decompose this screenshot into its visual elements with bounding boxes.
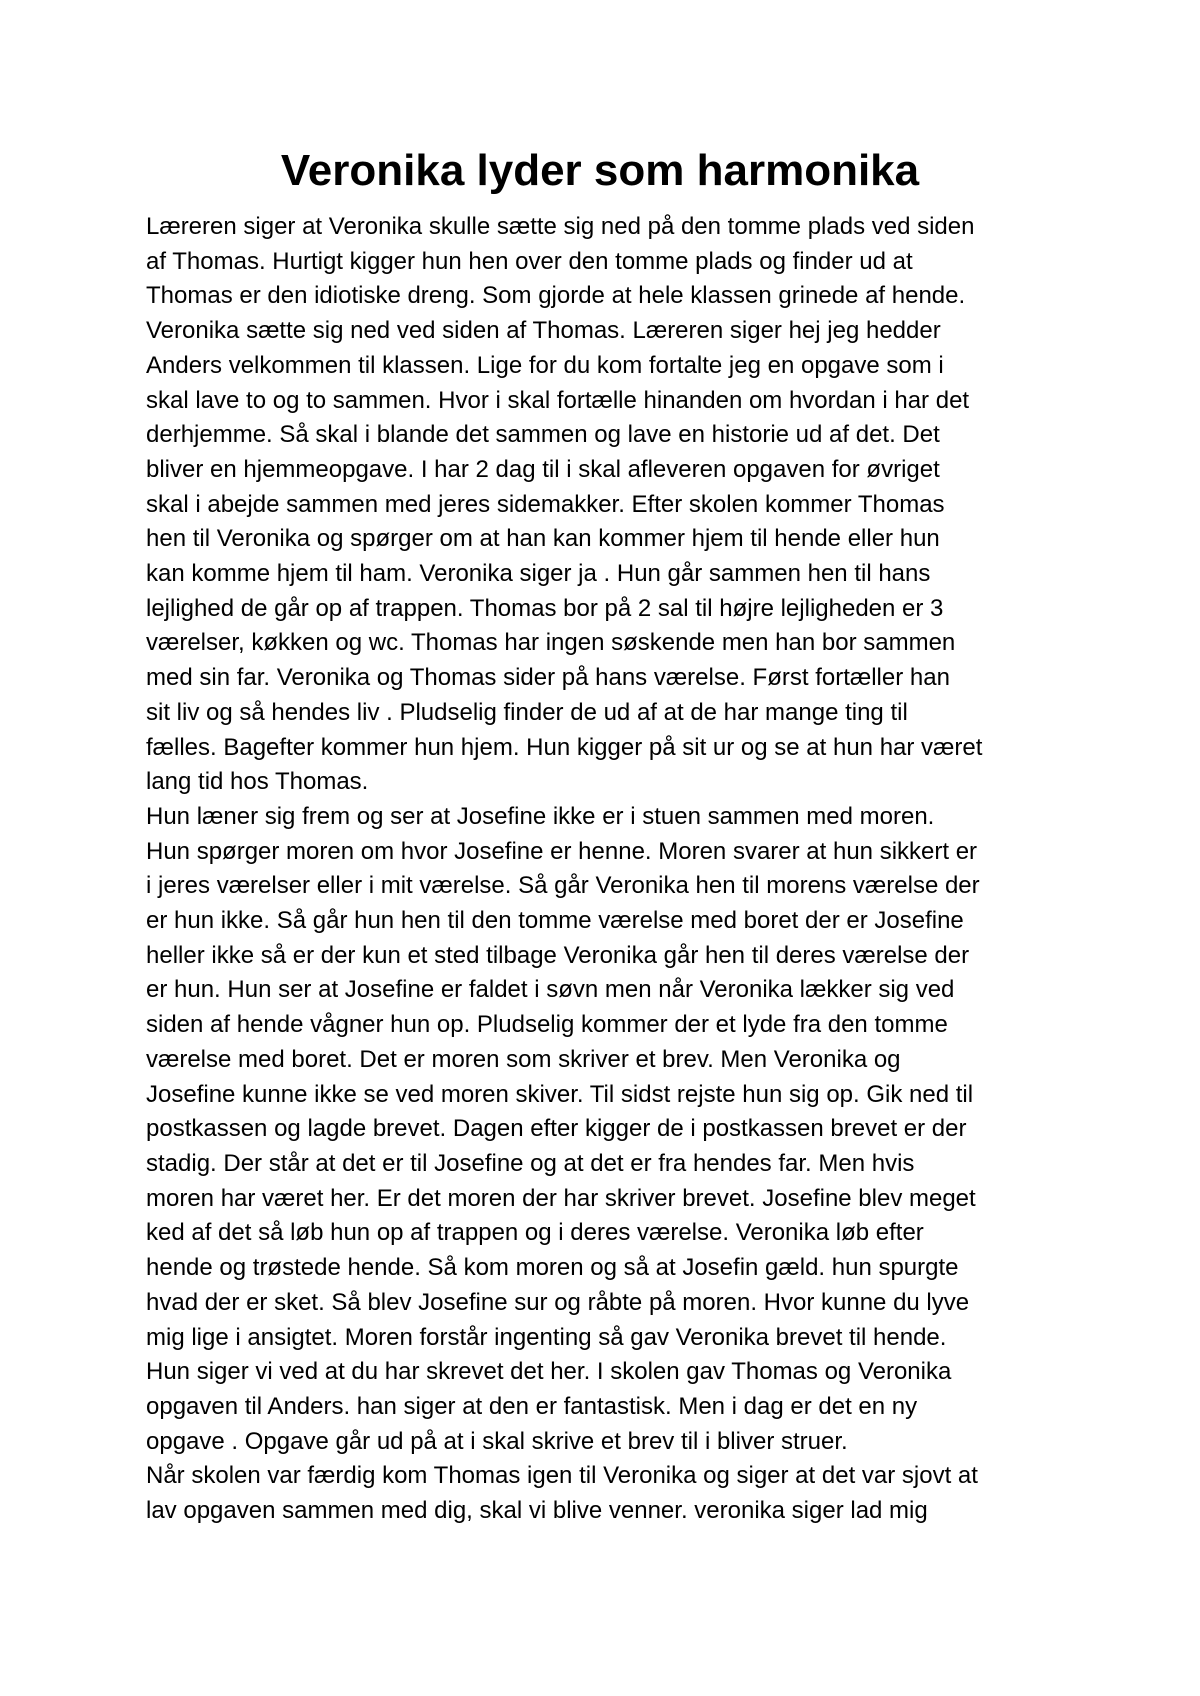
body-line: Læreren siger at Veronika skulle sætte sig ned på den tomme plads ved siden	[146, 213, 975, 240]
body-line: derhjemme. Så skal i blande det sammen og lave en historie ud af det. Det	[146, 421, 940, 449]
body-line: skal lave to og to sammen. Hvor i skal fortælle hinanden om hvordan i har det	[146, 386, 970, 414]
body-line: bliver en hjemmeopgave. I har 2 dag til i skal afleveren opgaven for øvriget	[146, 455, 940, 483]
body-line: hende og trøstede hende. Så kom moren og så at Josefin gæld. hun spurgte	[146, 1254, 959, 1282]
body-line: er hun ikke. Så går hun hen til den tomme værelse med boret der er Josefine	[146, 907, 964, 935]
body-line: mig lige i ansigtet. Moren forstår ingenting så gav Veronika brevet til hende.	[146, 1323, 947, 1351]
body-line: opgaven til Anders. han siger at den er fantastisk. Men i dag er det en ny	[146, 1392, 918, 1420]
body-line: hvad der er sket. Så blev Josefine sur og råbte på moren. Hvor kunne du lyve	[146, 1288, 970, 1316]
body-line: postkassen og lagde brevet. Dagen efter kigger de i postkassen brevet er der	[146, 1115, 967, 1143]
body-line: sit liv og så hendes liv . Pludselig finder de ud af at de har mange ting til	[146, 698, 908, 726]
body-line: skal i abejde sammen med jeres sidemakker. Efter skolen kommer Thomas	[146, 490, 945, 518]
body-line: Veronika sætte sig ned ved siden af Thomas. Læreren siger hej jeg hedder	[146, 317, 941, 345]
body-line: Hun læner sig frem og ser at Josefine ikke er i stuen sammen med moren.	[146, 802, 935, 830]
body-line: siden af hende vågner hun op. Pludselig kommer der et lyde fra den tomme	[146, 1011, 948, 1039]
body-line: lav opgaven sammen med dig, skal vi blive venner. veronika siger lad mig	[146, 1497, 928, 1525]
body-line: opgave . Opgave går ud på at i skal skrive et brev til i bliver struer.	[146, 1427, 848, 1455]
body-line: Thomas er den idiotiske dreng. Som gjorde at hele klassen grinede af hende.	[146, 282, 966, 310]
body-line: i jeres værelser eller i mit værelse. Så går Veronika hen til morens værelse der	[146, 872, 980, 900]
body-line: Josefine kunne ikke se ved moren skiver. Til sidst rejste hun sig op. Gik ned til	[146, 1080, 974, 1108]
body-line: Hun spørger moren om hvor Josefine er henne. Moren svarer at hun sikkert er	[146, 837, 978, 865]
body-line: hen til Veronika og spørger om at han kan kommer hjem til hende eller hun	[146, 525, 940, 553]
body-line: værelse med boret. Det er moren som skriver et brev. Men Veronika og	[146, 1045, 901, 1073]
body-line: kan komme hjem til ham. Veronika siger ja . Hun går sammen hen til hans	[146, 560, 931, 588]
body-line: fælles. Bagefter kommer hun hjem. Hun kigger på sit ur og se at hun har været	[146, 733, 983, 761]
body-line: moren har været her. Er det moren der har skriver brevet. Josefine blev meget	[146, 1184, 976, 1212]
body-line: værelser, køkken og wc. Thomas har ingen søskende men han bor sammen	[146, 629, 956, 657]
body-line: Når skolen var færdig kom Thomas igen til Veronika og siger at det var sjovt at	[146, 1462, 978, 1490]
document-title: Veronika lyder som harmonika	[280, 146, 920, 195]
body-line: af Thomas. Hurtigt kigger hun hen over den tomme plads og finder ud at	[146, 247, 913, 275]
body-line: lang tid hos Thomas.	[146, 768, 369, 796]
body-line: ked af det så løb hun op af trappen og i deres værelse. Veronika løb efter	[146, 1219, 924, 1247]
body-line: heller ikke så er der kun et sted tilbage Veronika går hen til deres værelse der	[146, 941, 970, 969]
body-line: er hun. Hun ser at Josefine er faldet i søvn men når Veronika lækker sig ved	[146, 976, 955, 1004]
body-line: Anders velkommen til klassen. Lige for du kom fortalte jeg en opgave som i	[146, 351, 944, 379]
body-line: med sin far. Veronika og Thomas sider på hans værelse. Først fortæller han	[146, 664, 950, 692]
body-line: stadig. Der står at det er til Josefine og at det er fra hendes far. Men hvis	[146, 1149, 915, 1177]
body-line: Hun siger vi ved at du har skrevet det her. I skolen gav Thomas og Veronika	[146, 1358, 952, 1386]
body-line: lejlighed de går op af trappen. Thomas bor på 2 sal til højre lejligheden er 3	[146, 594, 944, 622]
document-body	[146, 210, 1066, 1529]
